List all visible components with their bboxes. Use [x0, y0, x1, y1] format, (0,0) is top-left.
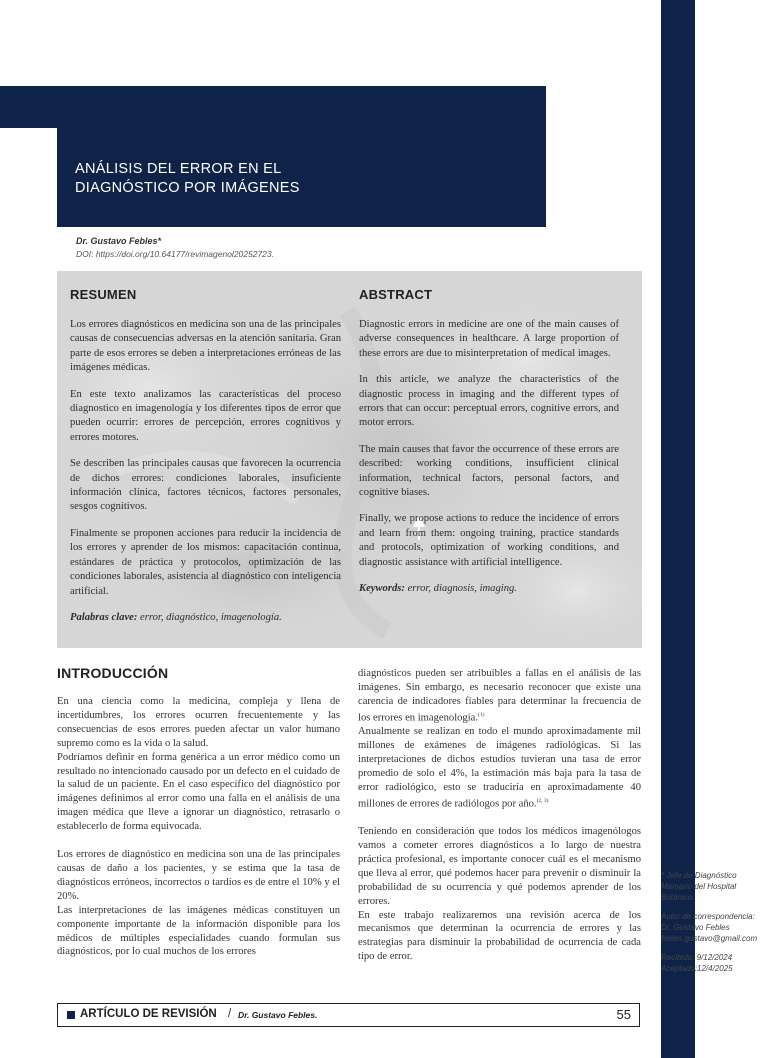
header-band [0, 86, 546, 128]
body-paragraph: Anualmente se realizan en todo el mundo aproximadamente mil millones de exámenes de imágenes radiológicas. Si las interpretaciones de dichos estudios tuvieran una tasa de error promedio de solo el 4%, la estimación más baja para la tasa de error radiológico, esto se traduciría en aproximadamente 40 millones de errores de radiólogos por año.$^{(2, 3)}$ [358, 726, 641, 810]
abstract-panel [57, 271, 642, 648]
abstract-paragraph: Finally, we propose actions to reduce the incidence of errors and learn from them: ongoing training, practice standards and protocols, optimization of working conditions, and diagnostic assistance with artificial intelligence. [359, 513, 619, 568]
abstract-heading: ABSTRACT [359, 287, 433, 302]
abstract-text [359, 318, 619, 609]
resumen-paragraph: Finalmente se proponen acciones para reducir la incidencia de los errores y aprender de los mismos: capacitación continua, estándares de práctica y protocolos, optimización de las condiciones laborales, asistencia al diagnóstico con inteligencia artificial. [70, 527, 341, 597]
citation-ref[interactable]: (1) [478, 711, 485, 718]
dates-note: Recibido: 9/12/2024 Aceptado:12/4/2025 [661, 953, 733, 973]
resumen-paragraph: Se describen las principales causas que favorecen la ocurrencia de dichos errores: condiciones laborales, insuficiente información clínica, factores técnicos, factores personales, sesgos cognitivos. [70, 458, 341, 513]
footer-author: Dr. Gustavo Febles. [238, 1010, 318, 1020]
resumen-heading: RESUMEN [70, 287, 137, 302]
body-paragraph: Los errores de diagnóstico en medicina son una de las principales causas de daño a los pacientes, y se estima que la tasa de diagnósticos erróneos, incorrectos o tardíos es de entre el 10% y el 20%. [57, 849, 340, 902]
body-paragraph: diagnósticos pueden ser atribuibles a fallas en el análisis de las imágenes. Sin embargo, es necesario reconocer que existe una carencia de indicadores fiables para determinar la frecuencia de los errores en imagenología.$^{(1)}$ [358, 668, 641, 724]
body-paragraph: En una ciencia como la medicina, compleja y llena de incertidumbres, los errores ocurren frecuentemente y las consecuencias de esos errores pueden afectar un valor humano supremo como es la vida o la salud. [57, 696, 340, 749]
introduction-heading: INTRODUCCIÓN [57, 665, 169, 681]
intro-left-column [57, 695, 340, 959]
abstract-keywords: Keywords: error, diagnosis, imaging. [359, 583, 517, 595]
footer-section-label: ARTÍCULO DE REVISIÓN [80, 1008, 217, 1020]
title-box [57, 128, 546, 227]
abstract-paragraph: In this article, we analyze the characteristics of the diagnostic process in imaging and the different types of errors that can occur: perceptual errors, cognitive errors, and motor errors. [359, 374, 619, 429]
intro-right-column [358, 667, 641, 964]
footer-bar [57, 1003, 640, 1027]
citation-ref[interactable]: (2, 3) [536, 797, 549, 804]
resumen-paragraph: En este texto analizamos las características del proceso diagnostico en imagenología y los diferentes tipos de error que pueden ocurrir: errores de percepción, errores cognitivos y errores motores. [70, 388, 341, 443]
sidebar-notes [661, 870, 768, 982]
resumen-text [70, 318, 341, 637]
body-paragraph: Las interpretaciones de las imágenes médicas constituyen un componente importante de la información disponible para los médicos de múltiples especialidades cuando formulan sus diagnósticos, por lo cual muchos de los errores [57, 904, 340, 958]
article-title: ANÁLISIS DEL ERROR EN EL DIAGNÓSTICO POR IMÁGENES [75, 161, 300, 196]
footer-separator: / [228, 1008, 232, 1020]
body-paragraph: Teniendo en consideración que todos los médicos imagenólogos vamos a cometer errores diagnósticos a lo largo de nuestra práctica profesional, es importante conocer cuál es el mecanismo que lleva al error, qué podemos hacer para prevenir o disminuir la probabilidad de su ocurrencia y qué podemos aprender de los errores. [358, 826, 641, 907]
doi-link[interactable]: DOI: https://doi.org/10.64177/revimagenol20252723. [76, 249, 274, 259]
affiliation-note: * Jefe de Diagnóstico Mamario del Hospital Británico. [661, 871, 737, 902]
body-paragraph: En este trabajo realizaremos una revisión acerca de los mecanismos que determinan la ocurrencia de errores y las estrategias para disminuir la probabilidad de ocurrencia de cada tipo de error. [358, 909, 641, 963]
correspondence-note: Autor de correspondencia: Dr. Gustavo Febles febles.gustavo@gmail.com [661, 912, 758, 943]
body-paragraph: Podríamos definir en forma genérica a un error médico como un resultado no intencionado causado por un defecto en el cuidado de la salud de un paciente. En el caso específico del diagnóstico por imágenes definimos al error como una falla en el análisis de una imagen médica que lleve a ignorar un diagnóstico, retrasarlo o establecerlo de forma equivocada. [57, 751, 340, 833]
page-number: 55 [616, 1007, 631, 1022]
abstract-paragraph: The main causes that favor the occurrence of these errors are described: working conditions, insufficient clinical information, technical factors, personal factors, and cognitive biases. [359, 443, 619, 499]
author-line: Dr. Gustavo Febles* [76, 236, 162, 246]
resumen-keywords: Palabras clave: error, diagnóstico, imagenología. [70, 611, 282, 623]
abstract-paragraph: Diagnostic errors in medicine are one of the main causes of adverse consequences in healthcare. A large proportion of these errors are due to misinterpretation of medical images. [359, 319, 619, 359]
email-link[interactable]: febles.gustavo@gmail.com [661, 934, 758, 943]
square-bullet-icon [67, 1011, 75, 1019]
resumen-paragraph: Los errores diagnósticos en medicina son una de las principales causas de consecuencias adversas en la atención sanitaria. Gran parte de esos errores se deben a interpretaciones erróneas de las imágenes médicas. [70, 319, 341, 374]
